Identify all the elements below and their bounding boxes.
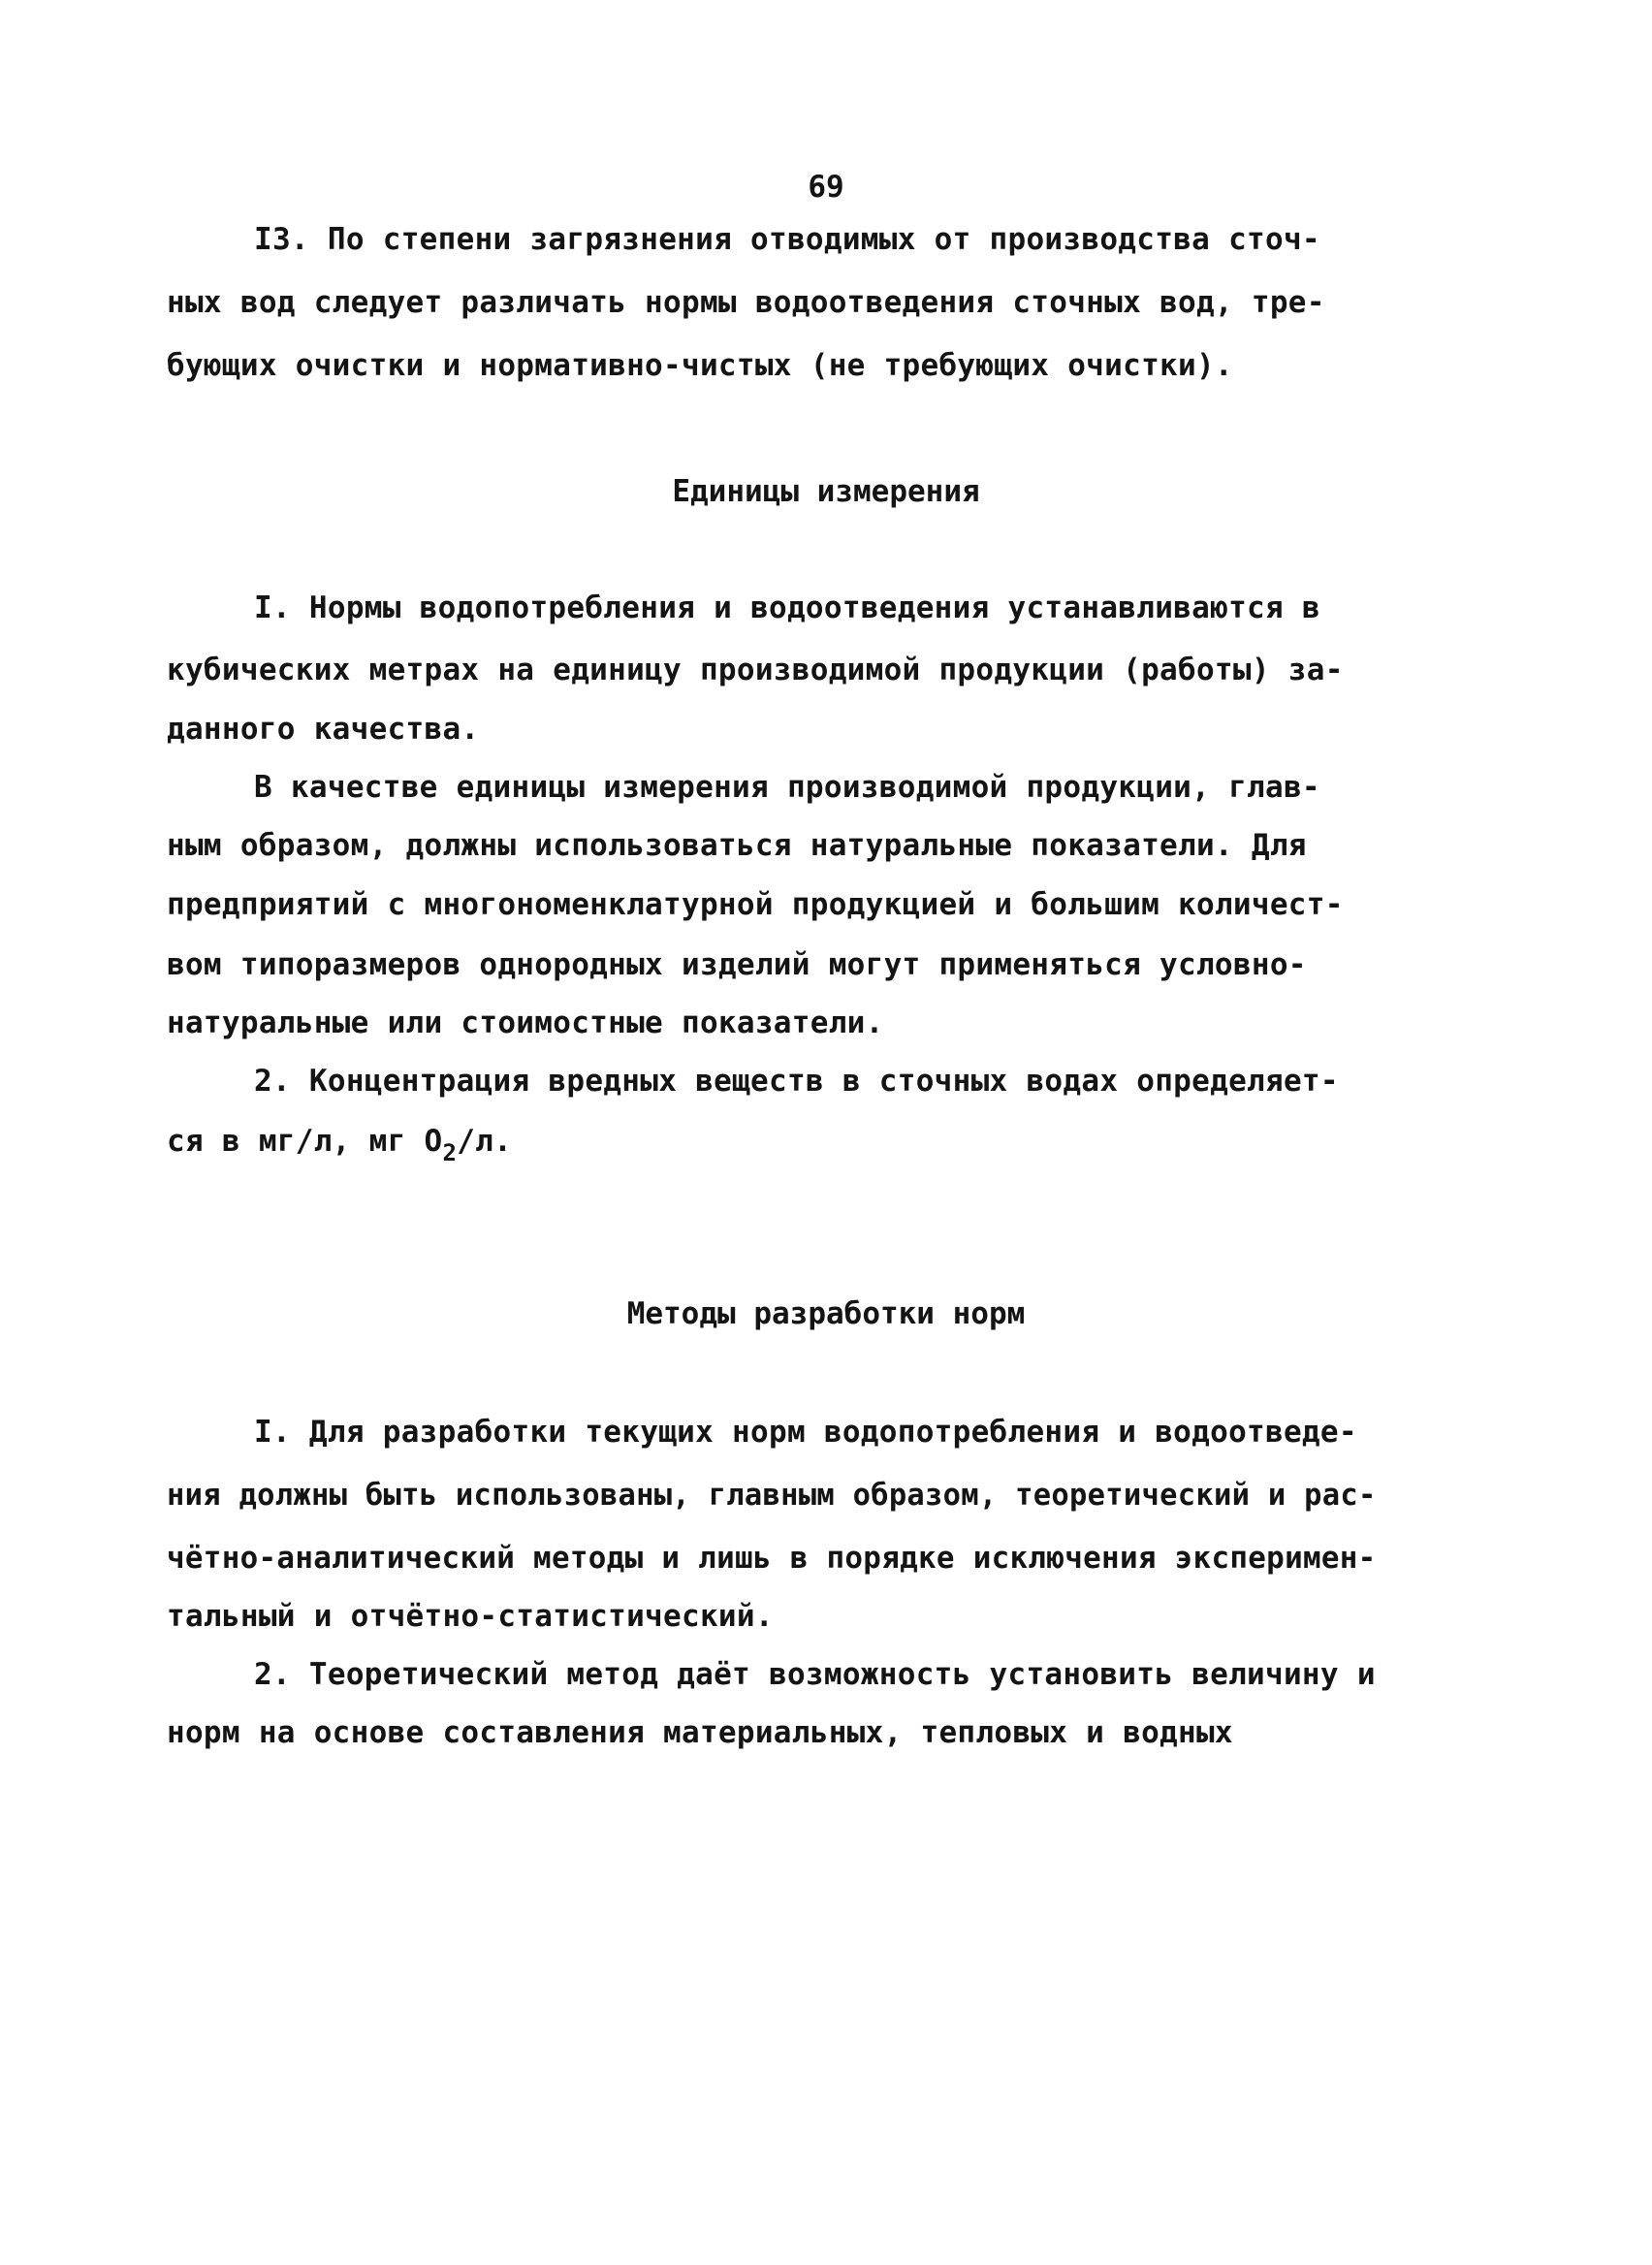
page-number: 69 (808, 170, 844, 205)
paragraph-line: тальный и отчётно-статистический. (167, 1599, 774, 1634)
text-segment: ся в мг/л, мг O (167, 1124, 443, 1159)
section-heading-units: Единицы измерения (672, 474, 980, 509)
paragraph-line: натуральные или стоимостные показатели. (167, 1005, 884, 1040)
paragraph-line: данного качества. (167, 712, 480, 747)
paragraph-line-with-subscript (167, 1124, 513, 1166)
text-segment: /л. (457, 1124, 513, 1159)
paragraph-line: ния должны быть использованы, главным образом, теоретический и рас- (167, 1478, 1377, 1513)
paragraph-line: ных вод следует различать нормы водоотведения сточных вод, тре- (167, 285, 1325, 320)
paragraph-line: ным образом, должны использоваться натуральные показатели. Для (167, 828, 1307, 863)
paragraph-line: I3. По степени загрязнения отводимых от производства сточ- (254, 222, 1320, 257)
paragraph-line: чётно-аналитический методы и лишь в порядке исключения эксперимен- (167, 1541, 1377, 1576)
paragraph-line: I. Для разработки текущих норм водопотребления и водоотведе- (254, 1415, 1357, 1450)
paragraph-line: норм на основе составления материальных, тепловых и водных (167, 1715, 1233, 1750)
paragraph-line: В качестве единицы измерения производимой продукции, глав- (254, 770, 1320, 805)
subscript-digit: 2 (442, 1139, 458, 1166)
paragraph-line: I. Нормы водопотребления и водоотведения устанавливаются в (254, 590, 1320, 625)
section-heading-methods: Методы разработки норм (626, 1296, 1026, 1331)
paragraph-line: 2. Концентрация вредных веществ в сточных водах определяет- (254, 1064, 1339, 1099)
paragraph-line: кубических метрах на единицу производимой продукции (работы) за- (167, 653, 1344, 687)
paragraph-line: 2. Теоретический метод даёт возможность установить величину и (254, 1657, 1376, 1692)
paragraph-line: бующих очистки и нормативно-чистых (не требующих очистки). (167, 348, 1233, 383)
paragraph-line: вом типоразмеров однородных изделий могут применяться условно- (167, 947, 1307, 982)
paragraph-line: предприятий с многономенклатурной продукцией и большим количест- (167, 887, 1344, 922)
